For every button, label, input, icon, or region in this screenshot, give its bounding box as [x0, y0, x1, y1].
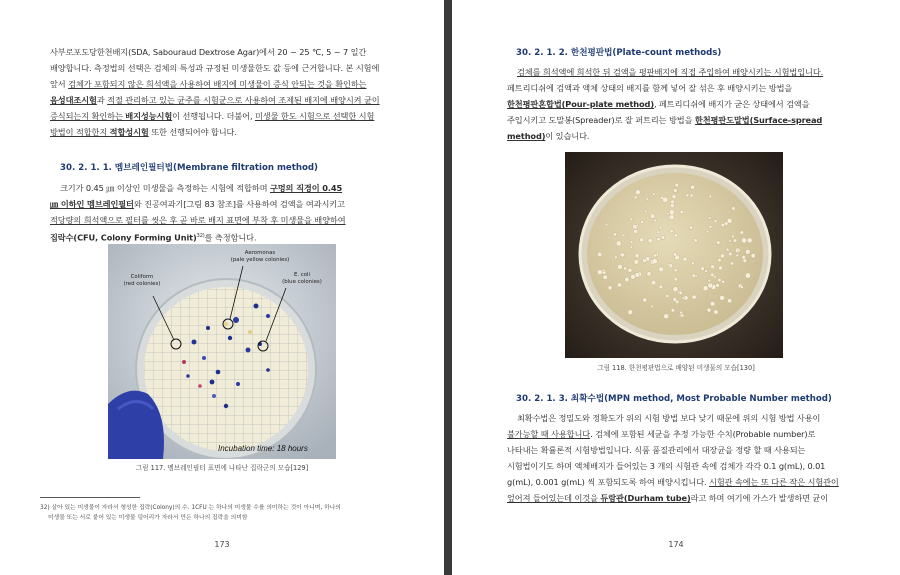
colony — [681, 314, 684, 317]
colony — [628, 310, 633, 315]
agar-plate-illustration — [565, 152, 783, 358]
colony — [617, 264, 622, 269]
colony — [708, 283, 713, 288]
colony — [651, 305, 654, 308]
intro-line-3: 앞서 검체가 포함되지 않은 희석액을 사용하여 배지에 미생물이 증식 안되는 것을 확인하는 — [50, 79, 367, 89]
section-heading-mpn: 30. 2. 1. 3. 최확수법(MPN method, Most Probable Number method) — [516, 394, 832, 404]
mpn-line-6: 엎어져 들어있는데 이것을 듀람관(Durham tube)라고 하며 여기에 가스가 발생하면 균이 — [507, 493, 829, 503]
colony — [732, 207, 736, 211]
colony — [731, 235, 734, 238]
label-aeromonas: Aeromonas (pale yellow colonies) — [230, 250, 290, 263]
plate-line-1: 검체를 희석액에 희석한 뒤 검액을 평판배지에 직접 주입하여 배양시키는 시험법입니다. — [517, 67, 824, 77]
colony — [597, 270, 602, 275]
label-ecoli: E. coli (blue colonies) — [282, 272, 322, 285]
intro-line-1: 사부로포도당한천배지(SDA, Sabouraud Dextrose Agar)에서 20 ~ 25 ℃, 5 ~ 7 일간 — [50, 47, 367, 57]
intro-line-4: 음성대조시험과 적절 관리하고 있는 균주를 시험균으로 사용하여 조제된 배지에 배양시켜 균이 — [50, 95, 380, 105]
colony — [673, 287, 678, 292]
colony — [716, 284, 720, 288]
colony — [674, 277, 678, 281]
colony — [635, 254, 639, 258]
colony — [643, 259, 647, 263]
colony — [726, 248, 729, 251]
mpn-line-3: 나타내는 확률론적 시험방법입니다. 식품 품질관리에서 대장균을 정량 할 때 사용되는 — [507, 445, 806, 455]
membrane-line-2: ㎛ 이하인 멤브레인필터와 진공여과기[그림 83 참조]를 사용하여 검액을 여과시키고 — [50, 199, 345, 209]
colony — [616, 241, 621, 246]
colony — [640, 220, 643, 223]
colony — [720, 254, 724, 258]
colony — [686, 194, 689, 197]
figure-plate-count-photo — [565, 152, 783, 358]
colony — [701, 267, 705, 271]
colony — [683, 257, 687, 261]
colony — [664, 314, 669, 319]
colony — [671, 308, 675, 312]
colony — [652, 259, 657, 264]
colony — [680, 210, 684, 214]
colony — [634, 260, 639, 265]
colony — [673, 253, 677, 257]
colony — [673, 298, 677, 302]
colony — [675, 183, 679, 187]
colony — [714, 220, 717, 223]
colony — [679, 291, 683, 295]
colony — [653, 254, 657, 258]
mpn-line-5: g(mL), 0.001 g(mL) 씩 포함되도록 하여 배양시킵니다. 시험관 속에는 또 다른 작은 시험관이 — [507, 477, 839, 487]
colony — [647, 272, 651, 276]
colony — [691, 262, 694, 265]
colony — [659, 285, 663, 289]
colony — [630, 241, 633, 244]
colony — [605, 223, 608, 226]
colony — [707, 308, 711, 312]
mpn-line-1: 최확수법은 정밀도와 정확도가 위의 시험 방법 보다 낮기 때문에 위의 시험 방법 사용이 — [517, 413, 821, 423]
section-heading-plate-count: 30. 2. 1. 2. 한천평판법(Plate-count methods) — [516, 48, 722, 58]
colony — [602, 269, 605, 272]
intro-line-6: 방법이 적합한지 적합성시험 또한 선행되어야 합니다. — [50, 127, 237, 137]
colony — [643, 298, 647, 302]
colony — [670, 229, 674, 233]
membrane-line-4: 집락수(CFU, Colony Forming Unit)$^{32)}$를 측정합니다. — [50, 232, 257, 243]
colony — [720, 295, 725, 300]
colony — [682, 297, 685, 300]
colony — [634, 229, 638, 233]
colony — [650, 214, 655, 219]
plate-line-5: method)이 있습니다. — [507, 131, 590, 141]
mpn-line-2: 불가능할 때 사용합니다. 검체에 포함된 세균을 추정 가능한 수치(Probable number)로 — [507, 429, 816, 439]
intro-line-2: 배양합니다. 측정법의 선택은 검체의 특성과 규정된 미생물한도 값 등에 근거합니다. 본 시험에 — [50, 63, 380, 73]
colony — [718, 278, 722, 282]
footnote-32 — [40, 503, 415, 523]
colony — [692, 274, 696, 278]
colony — [672, 195, 676, 199]
page-number-173: 173 — [214, 540, 230, 549]
membrane-paragraph — [50, 180, 395, 246]
colony — [640, 238, 644, 242]
colony — [659, 226, 662, 229]
page-number-174: 174 — [668, 540, 684, 549]
colony — [644, 210, 647, 213]
colony — [666, 294, 669, 297]
colony — [716, 241, 720, 245]
colony — [614, 256, 617, 259]
colony — [745, 273, 750, 278]
colony — [727, 218, 732, 223]
page-173 — [0, 0, 444, 575]
figure-118-caption: 그림 118. 한천평판법으로 배양된 미생물의 모습[130] — [597, 364, 755, 372]
colony — [719, 266, 723, 270]
colony — [708, 279, 711, 282]
colony — [617, 283, 621, 287]
colony — [714, 310, 718, 314]
colony — [634, 196, 637, 199]
colony — [608, 286, 612, 290]
colony — [651, 280, 656, 285]
colony — [630, 246, 633, 249]
colony — [673, 189, 677, 193]
colony — [690, 194, 693, 197]
membrane-line-1: 크기가 0.45 ㎛ 이상인 미생물을 측정하는 시험에 적합하며 구멍의 직경이 0.45 — [60, 183, 343, 193]
colony — [674, 234, 678, 238]
colony — [747, 238, 752, 243]
mpn-line-4: 시험법이기도 하며 액체배지가 들어있는 3 개의 시험관 속에 검체가 각각 0.1 g(mL), 0.01 — [507, 461, 826, 471]
colony — [722, 280, 725, 283]
plate-line-4: 주입시키고 도말봉(Spreader)로 잘 퍼트리는 방법을 한천평판도말법(Surface-spread — [507, 115, 823, 125]
incubation-time-label: Incubation time: 18 hours — [218, 444, 308, 453]
colony — [657, 231, 660, 234]
section-heading-membrane: 30. 2. 1. 1. 멤브레인필터법(Membrane filtration method) — [60, 163, 318, 173]
colony — [738, 249, 741, 252]
plate-line-2: 페트리디쉬에 검액과 액체 상태의 배지를 함께 넣어 잘 섞은 후 배양시키는 방법을 — [507, 83, 793, 93]
colony — [710, 302, 715, 307]
intro-paragraph — [50, 44, 395, 140]
plate-line-3: 한천평판혼합법(Pour-plate method), 페트리디쉬에 배지가 굳은 상태에서 검액을 — [507, 99, 810, 109]
colony — [662, 197, 667, 202]
colony — [740, 286, 743, 289]
colony — [635, 190, 640, 195]
colony — [670, 204, 674, 208]
colony — [667, 263, 670, 266]
colony — [667, 213, 670, 216]
colony — [742, 238, 747, 243]
colony — [743, 259, 747, 263]
colony — [728, 252, 732, 256]
colony — [713, 275, 716, 278]
colony — [630, 218, 633, 221]
colony — [659, 267, 664, 272]
colony — [669, 215, 674, 220]
colony — [620, 253, 624, 257]
colony — [740, 231, 744, 235]
colony — [646, 198, 649, 201]
footnote-line-2: 미생물 또는 서로 붙어 있는 미생물 덩어리가 자라서 만든 하나의 집락을 의미함 — [48, 515, 248, 521]
page-174 — [452, 0, 900, 575]
membrane-line-3: 적당량의 희석액으로 필터를 씻은 후 곧 바로 배지 표면에 부착 후 미생물을 배양하여 — [50, 215, 346, 225]
colony — [709, 225, 712, 228]
mpn-paragraph — [507, 410, 857, 506]
colony — [711, 265, 715, 269]
colony — [689, 226, 693, 230]
colony — [736, 254, 739, 257]
colony — [703, 286, 708, 291]
colony — [657, 237, 661, 241]
colony — [622, 234, 625, 237]
colony — [635, 273, 640, 278]
colony — [733, 239, 737, 243]
colony — [598, 252, 602, 256]
colony — [727, 299, 731, 303]
colony — [708, 217, 711, 220]
colony — [718, 258, 722, 262]
figure-117-caption: 그림 117. 멤브레인필터 표면에 나타난 집락군의 모습[129] — [135, 464, 309, 472]
colony — [694, 239, 698, 243]
colony — [661, 235, 665, 239]
colony — [648, 238, 653, 243]
colony — [669, 210, 674, 215]
colony — [625, 277, 630, 282]
colony — [730, 262, 733, 265]
colony — [603, 275, 608, 280]
colony — [653, 193, 656, 196]
colony — [705, 270, 708, 273]
colony — [691, 185, 695, 189]
colony — [628, 268, 632, 272]
colony — [631, 274, 636, 279]
label-coliform: Coliform (red colonies) — [123, 274, 161, 287]
colony — [623, 267, 626, 270]
intro-line-5: 증식되는지 확인하는 배지성능시험이 선행됩니다. 더불어, 미생물 한도 시험으로 선택한 시험 — [50, 111, 375, 121]
footnote-divider — [40, 497, 140, 498]
colony — [671, 200, 675, 204]
colony — [636, 224, 639, 227]
colony — [729, 240, 732, 243]
colony — [751, 254, 755, 258]
colony — [706, 230, 709, 233]
colony — [613, 233, 617, 237]
colony — [692, 295, 696, 299]
colony — [654, 219, 657, 222]
book-gutter — [444, 0, 452, 575]
footnote-line-1: 32) 살아 있는 미생물이 자라서 형성한 집락(Colony)의 수. 1CFU 는 하나의 미생물 수를 의미하는 것이 아니며, 하나의 — [40, 505, 341, 511]
plate-count-paragraph — [507, 64, 857, 144]
colony — [709, 195, 712, 198]
colony — [745, 249, 750, 254]
colony — [674, 268, 678, 272]
figure-membrane-filter-photo — [108, 244, 336, 459]
